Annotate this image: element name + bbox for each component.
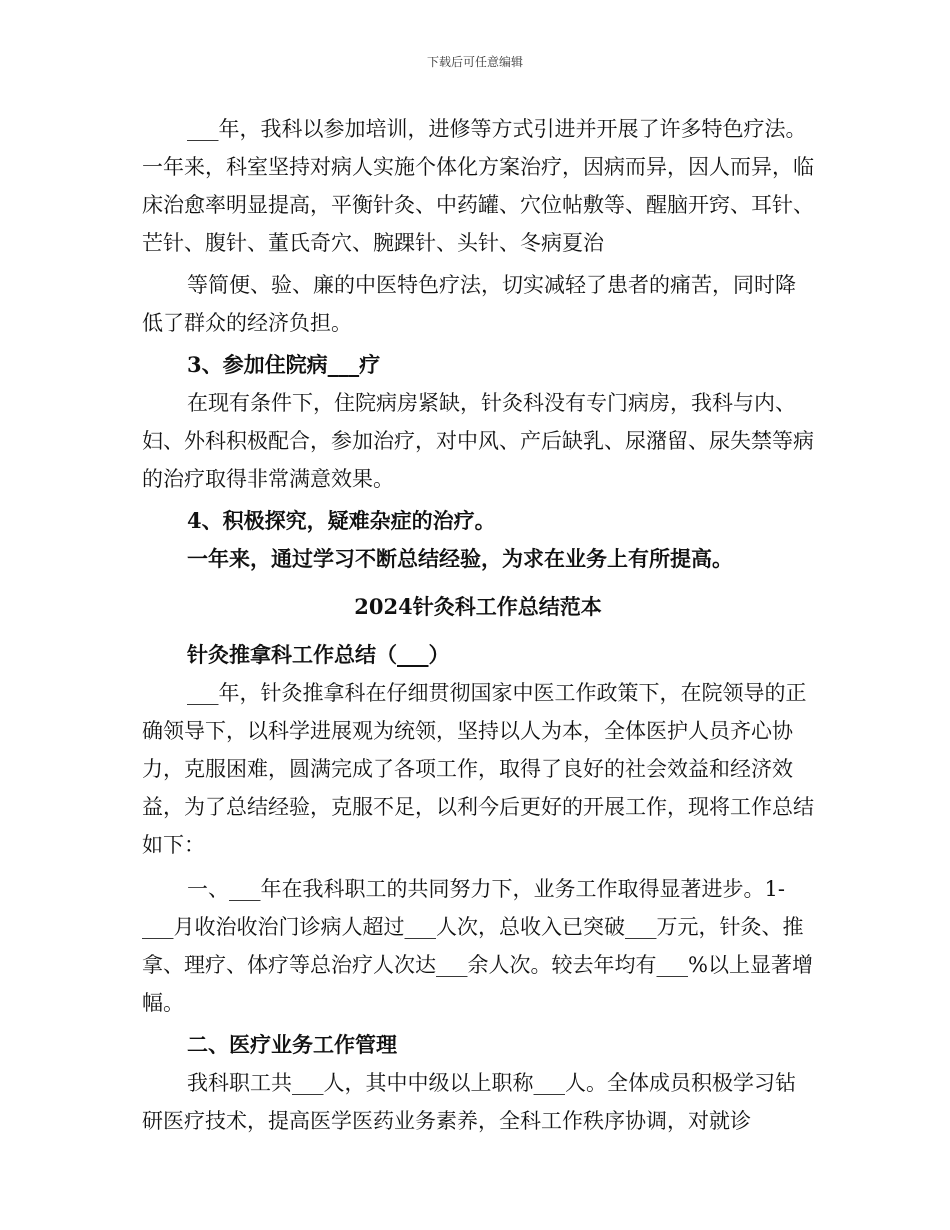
section-title: 针灸推拿科工作总结（___） bbox=[187, 642, 450, 667]
paragraph-business-progress: 一、___年在我科职工的共同努力下，业务工作取得显著进步。1-___月收治收治门诊病人超过___人次，总收入已突破___万元，针灸、推拿、理疗、体疗等总治疗人次达___余人次。较去年均有___%以上显著增幅。 bbox=[142, 877, 813, 1015]
paragraph-introduction: ___年，针灸推拿科在仔细贯彻国家中医工作政策下，在院领导的正确领导下，以科学进展观为统领，坚持以人为本，全体医护人员齐心协力，克服困难，圆满完成了各项工作，取得了良好的社会效益和经济效益，为了总结经验，克服不足，以利今后更好的开展工作，现将工作总结如下： bbox=[142, 681, 814, 857]
paragraph-inpatient-treatment: 在现有条件下，住院病房紧缺，针灸科没有专门病房，我科与内、妇、外科积极配合，参加治疗，对中风、产后缺乳、尿潴留、尿失禁等病的治疗取得非常满意效果。 bbox=[142, 391, 814, 491]
page-header: 下载后可任意编辑 bbox=[426, 55, 523, 69]
paragraph-therapy-benefits: 等简便、验、廉的中医特色疗法，切实减轻了患者的痛苦，同时降低了群众的经济负担。 bbox=[142, 273, 796, 335]
heading-difficult-diseases: 4、积极探究，疑难杂症的治疗。 bbox=[187, 508, 496, 533]
paragraph-special-therapies: ___年，我科以参加培训，进修等方式引进并开展了许多特色疗法。一年来，科室坚持对病人实施个体化方案治疗，因病而异，因人而异，临床治愈率明显提高，平衡针灸、中药罐、穴位帖敷等、醒脑开窍、耳针、芒针、腹针、董氏奇穴、腕踝针、头针、冬病夏治 bbox=[142, 117, 814, 255]
document-title: 2024针灸科工作总结范本 bbox=[354, 594, 602, 619]
paragraph-learning-summary: 一年来，通过学习不断总结经验，为求在业务上有所提高。 bbox=[187, 546, 733, 571]
document-body bbox=[142, 110, 814, 1140]
paragraph-staff: 我科职工共___人，其中中级以上职称___人。全体成员积极学习钻研医疗技术，提高医学医药业务素养，全科工作秩序协调，对就诊 bbox=[142, 1071, 796, 1133]
heading-inpatient-treatment: 3、参加住院病___疗 bbox=[187, 352, 381, 377]
heading-medical-management: 二、医疗业务工作管理 bbox=[187, 1032, 397, 1057]
